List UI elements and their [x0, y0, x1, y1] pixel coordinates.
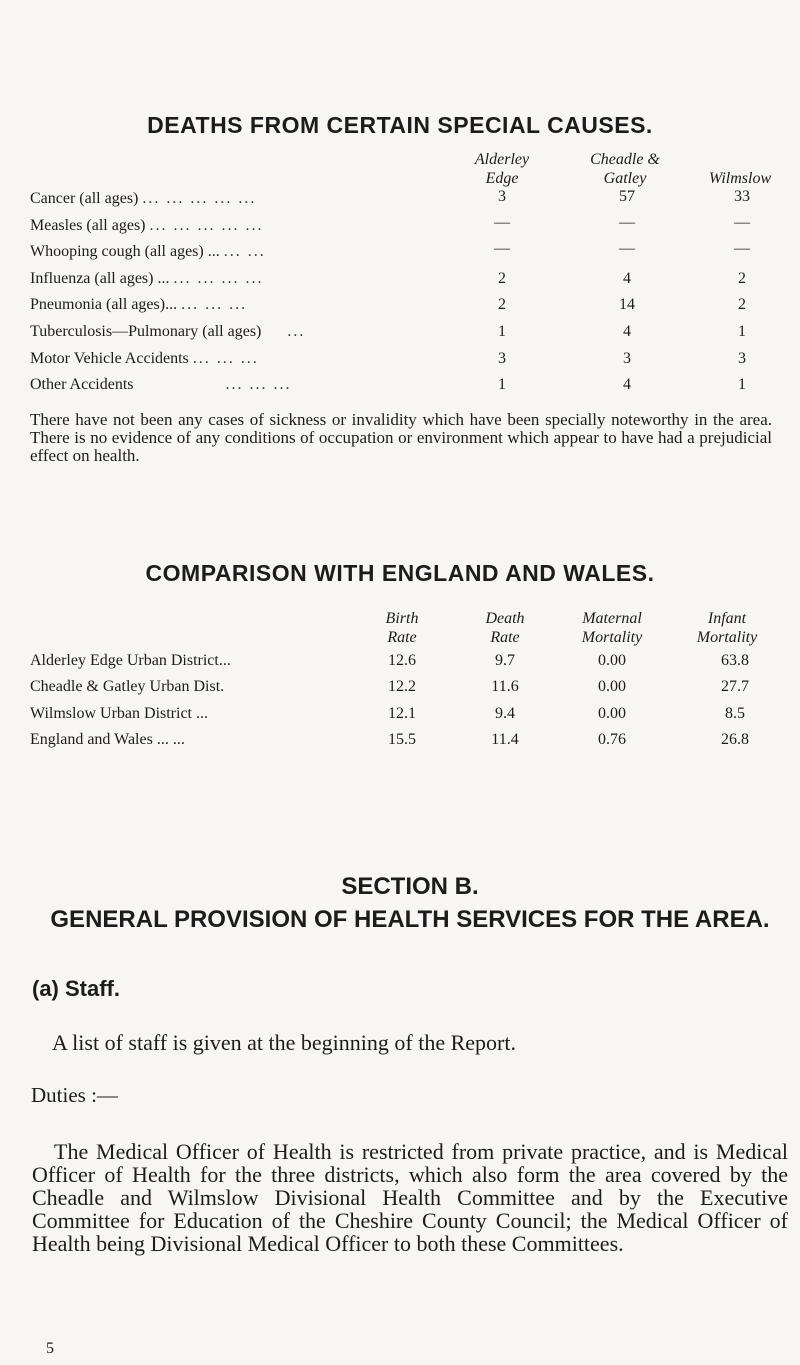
- table-cell: 2: [498, 270, 506, 287]
- table-cell: 14: [619, 296, 635, 313]
- leader-dots: ... ... ...: [181, 296, 248, 313]
- header-line: [690, 150, 790, 169]
- table-cell: 15.5: [388, 731, 416, 748]
- table-cell: 33: [734, 188, 750, 205]
- header-line: Maternal: [582, 610, 642, 627]
- table-cell: 2: [738, 296, 746, 313]
- leader-dots: ...: [287, 323, 306, 340]
- table-cell: 3: [498, 350, 506, 367]
- table-cell: 3: [498, 188, 506, 205]
- row-label: Influenza (all ages) ...: [30, 270, 170, 287]
- header-line: Infant: [707, 610, 747, 627]
- staff-text: A list of staff is given at the beginning of the Report.: [52, 1030, 516, 1055]
- deaths-title: DEATHS FROM CERTAIN SPECIAL CAUSES.: [147, 112, 653, 138]
- section-b-heading: SECTION B.: [341, 873, 479, 900]
- comparison-header-death-rate: [465, 609, 545, 647]
- table-cell: 0.76: [598, 731, 626, 748]
- table-cell: 4: [623, 376, 631, 393]
- duties-paragraph: The Medical Officer of Health is restricted from private practice, and is Medical Officer of Health for the three districts, which also form the area covered by the Cheadle and Wilmslow Divisional Health Committee and by the Executive Committee for Education of the Cheshire County Council; the Medical Officer of Health being Divisional Medical Officer to both these Committees.: [32, 1139, 788, 1256]
- table-cell: 8.5: [725, 705, 745, 722]
- comparison-header-birth-rate: [362, 609, 442, 647]
- table-row-label: [30, 190, 256, 208]
- table-row-label: Wilmslow Urban District ...: [30, 705, 208, 722]
- table-cell: 4: [623, 270, 631, 287]
- row-label: Pneumonia (all ages)...: [30, 296, 178, 313]
- header-line: Rate: [490, 629, 520, 646]
- table-cell: 12.1: [388, 705, 416, 722]
- table-row-label: [30, 243, 266, 261]
- table-row-label: [30, 270, 263, 288]
- row-label: Other Accidents: [30, 376, 134, 393]
- row-label: Cancer (all ages): [30, 190, 139, 207]
- table-row-label: [30, 296, 247, 314]
- table-row-label: Alderley Edge Urban District...: [30, 652, 231, 669]
- table-cell: 26.8: [721, 731, 749, 748]
- comparison-header-maternal-mortality: [557, 609, 667, 647]
- comparison-header-infant-mortality: [672, 609, 782, 647]
- row-label: Motor Vehicle Accidents: [30, 350, 189, 367]
- table-cell: 1: [498, 323, 506, 340]
- table-cell: —: [734, 214, 750, 231]
- header-line: Cheadle &: [590, 151, 660, 168]
- leader-dots: ... ...: [223, 243, 266, 260]
- table-cell: 3: [623, 350, 631, 367]
- page-number: 5: [46, 1340, 54, 1357]
- table-row-label: England and Wales ... ...: [30, 731, 185, 748]
- deaths-header-wilmslow: [690, 150, 790, 188]
- staff-label: (a) Staff.: [32, 976, 120, 1001]
- header-line: Rate: [387, 629, 417, 646]
- table-cell: 12.6: [388, 652, 416, 669]
- comparison-title: COMPARISON WITH ENGLAND AND WALES.: [145, 560, 655, 586]
- table-cell: —: [494, 240, 510, 257]
- row-label: Measles (all ages): [30, 217, 146, 234]
- section-b-subheading: GENERAL PROVISION OF HEALTH SERVICES FOR THE AREA.: [50, 906, 770, 933]
- table-cell: —: [619, 214, 635, 231]
- table-cell: 57: [619, 188, 635, 205]
- table-cell: —: [619, 240, 635, 257]
- deaths-header-alderley: [457, 150, 547, 188]
- table-row-label: [30, 376, 292, 394]
- table-row-label: [30, 350, 259, 368]
- header-line: Edge: [485, 170, 519, 187]
- header-line: Alderley: [474, 151, 530, 168]
- table-cell: 27.7: [721, 678, 749, 695]
- header-line: Death: [485, 610, 525, 627]
- table-cell: 0.00: [598, 652, 626, 669]
- leader-dots: ... ... ... ... ...: [149, 217, 264, 234]
- table-cell: 2: [738, 270, 746, 287]
- duties-label: Duties :—: [31, 1083, 118, 1107]
- sickness-paragraph: There have not been any cases of sickness or invalidity which have been specially noteworthy in the area. There is no evidence of any conditions of occupation or environment which appear to have had a prejudicial effect on health.: [30, 410, 772, 465]
- table-cell: 0.00: [598, 705, 626, 722]
- row-label: Tuberculosis—Pulmonary (all ages): [30, 323, 262, 340]
- table-row-label: Cheadle & Gatley Urban Dist.: [30, 678, 225, 695]
- table-cell: 1: [738, 376, 746, 393]
- row-label: Whooping cough (all ages) ...: [30, 243, 220, 260]
- table-cell: —: [494, 214, 510, 231]
- leader-dots: ... ... ... ...: [173, 270, 264, 287]
- header-line: Wilmslow: [708, 170, 772, 187]
- table-cell: 4: [623, 323, 631, 340]
- leader-dots: ... ... ...: [192, 350, 259, 367]
- table-cell: 3: [738, 350, 746, 367]
- leader-dots: ... ... ...: [225, 376, 292, 393]
- deaths-header-cheadle: [575, 150, 675, 188]
- header-line: Mortality: [696, 629, 758, 646]
- table-cell: 2: [498, 296, 506, 313]
- table-cell: 1: [498, 376, 506, 393]
- table-cell: 9.4: [495, 705, 515, 722]
- table-cell: —: [734, 240, 750, 257]
- header-line: Birth: [385, 610, 419, 627]
- table-row-label: [30, 323, 305, 341]
- table-cell: 9.7: [495, 652, 515, 669]
- table-cell: 1: [738, 323, 746, 340]
- leader-dots: ... ... ... ... ...: [142, 190, 257, 207]
- header-line: Gatley: [603, 170, 647, 187]
- header-line: Mortality: [581, 629, 643, 646]
- table-cell: 63.8: [721, 652, 749, 669]
- table-cell: 11.6: [491, 678, 519, 695]
- table-row-label: [30, 217, 264, 235]
- table-cell: 11.4: [491, 731, 519, 748]
- table-cell: 0.00: [598, 678, 626, 695]
- table-cell: 12.2: [388, 678, 416, 695]
